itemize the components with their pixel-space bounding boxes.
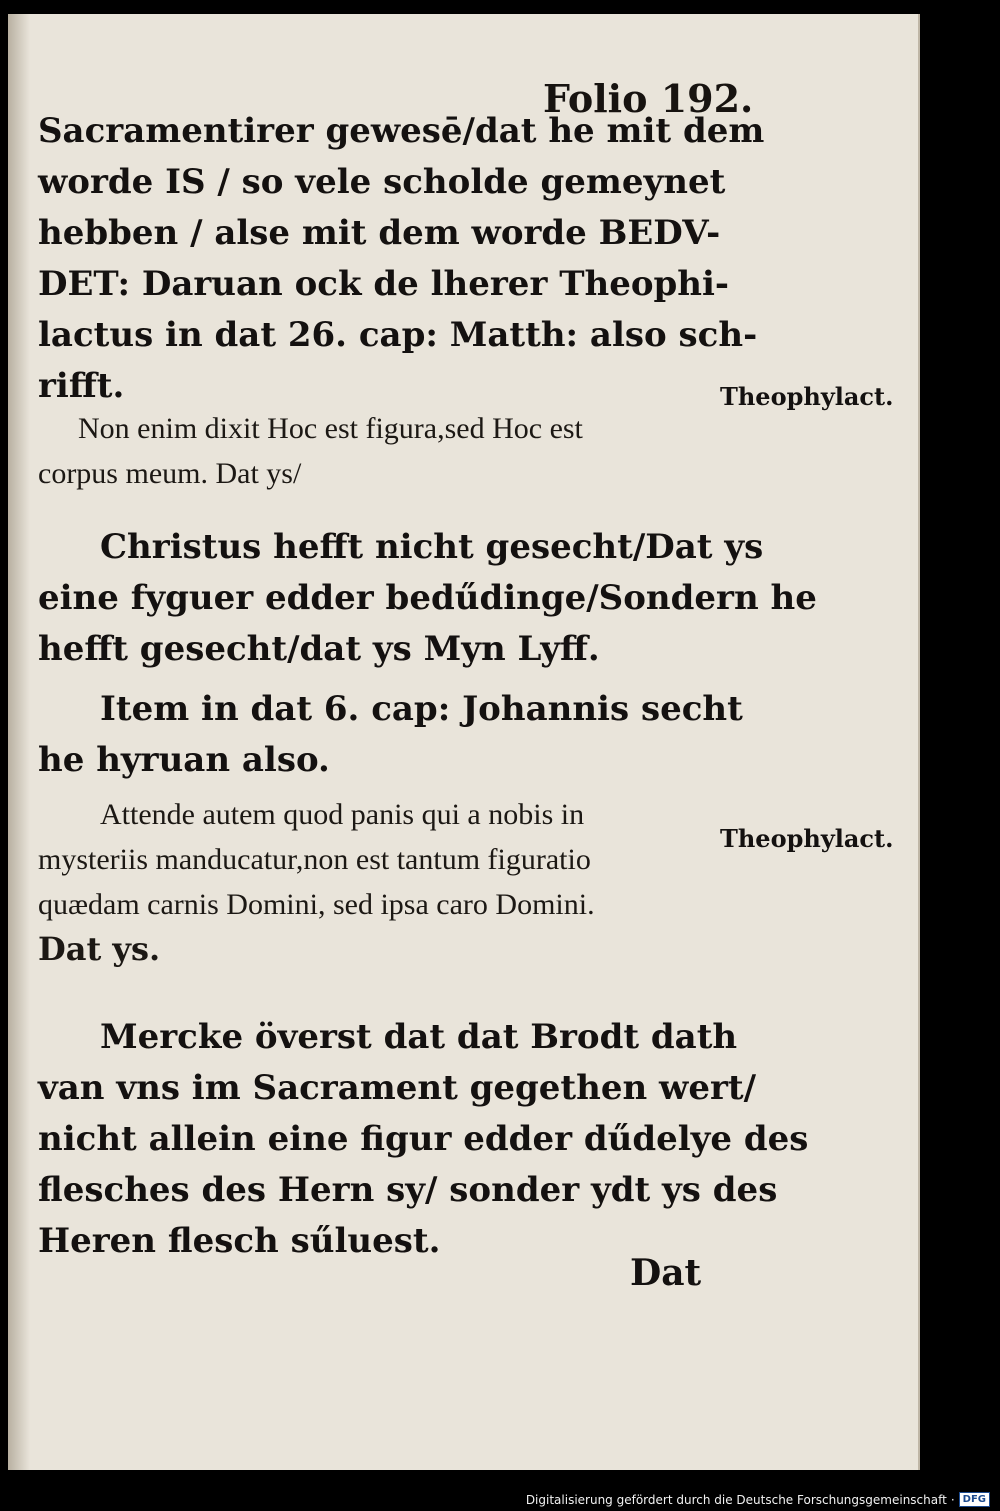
text-line: van vns im Sacrament gegethen wert/ [38,1068,756,1108]
paragraph-4 [38,684,743,786]
footer-text: Digitalisierung gefördert durch die Deutsche Forschungsgemeinschaft [525,1492,947,1507]
footer [526,1492,990,1507]
text-line: Sacramentirer gewesē/dat he mit dem [38,111,765,151]
text-line: lactus in dat 26. cap: Matth: also sch- [38,315,758,355]
text-line: flesches des Hern sy/ sonder ydt ys des [38,1170,778,1210]
text-line: hebben / alse mit dem worde BEDV- [38,213,721,253]
catchword: Dat [630,1252,702,1294]
text-line: Attende autem quod panis qui a nobis in [100,798,585,831]
text-line: corpus meum. Dat ys/ [38,457,302,490]
paragraph-6 [38,1012,809,1267]
text-line: Christus hefft nicht gesecht/Dat ys [100,527,764,567]
text-line: Non enim dixit Hoc est figura,sed Hoc est [78,412,583,445]
text-line: nicht allein eine figur edder dűdelye des [38,1119,809,1159]
page-gutter [8,14,30,1470]
separator: · [950,1492,955,1507]
dfg-logo-icon: DFG [959,1492,990,1507]
folio-number: Folio 192. [543,76,754,121]
text-line: hefft gesecht/dat ys Myn Lyff. [38,629,600,669]
text-line: quædam carnis Domini, sed ipsa caro Domini. [38,888,595,921]
latin-quote-2 [38,792,728,972]
paragraph-3 [38,522,817,675]
latin-quote-1 [38,406,728,496]
text-line: Mercke överst dat dat Brodt dath [100,1017,738,1057]
text-line: Dat ys. [38,930,161,968]
marginal-note-1: Theophylact. [720,382,894,411]
book-page [8,14,920,1470]
text-line: mysteriis manducatur,non est tantum figuratio [38,843,591,876]
text-line: Heren flesch sűluest. [38,1221,441,1261]
text-line: DET: Daruan ock de lherer Theophi- [38,264,730,304]
text-line: eine fyguer edder bedűdinge/Sondern he [38,578,817,618]
text-line: Item in dat 6. cap: Johannis secht [100,689,743,729]
marginal-note-2: Theophylact. [720,824,894,853]
paragraph-1 [38,106,765,412]
text-line: he hyruan also. [38,740,330,780]
text-line: worde IS / so vele scholde gemeynet [38,162,726,202]
text-line: rifft. [38,366,125,406]
